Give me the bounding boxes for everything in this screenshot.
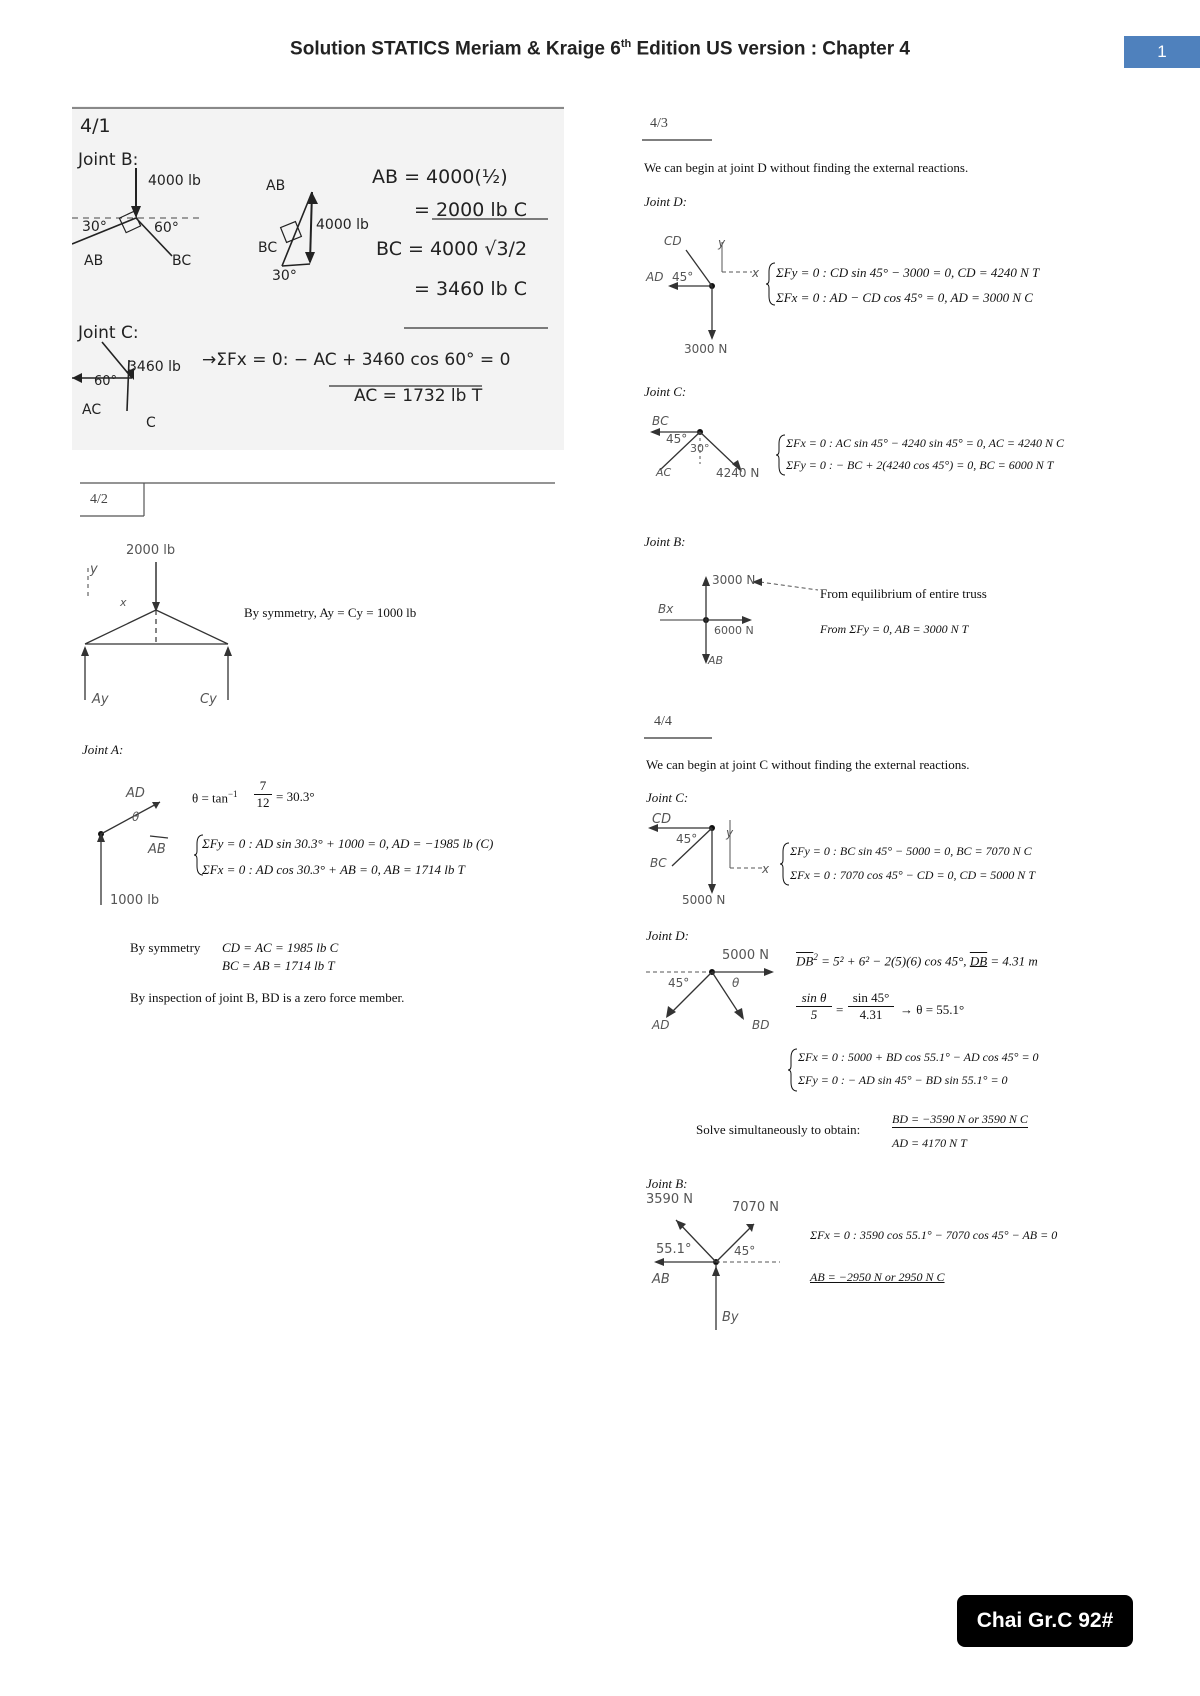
joint-c-heading-4-4: Joint C: — [646, 790, 689, 805]
joint-b-eq-fx-4-4: ΣFx = 0 : 3590 cos 55.1° − 7070 cos 45° − AB = 0 — [810, 1228, 1058, 1242]
joint-c-45-label-4-4: 45° — [676, 832, 698, 846]
joint-b-3590-label-4-4: 3590 N — [646, 1192, 693, 1207]
joint-c-4240-label-4-3: 4240 N — [716, 466, 760, 480]
theta-result: = 30.3° — [276, 789, 315, 804]
axis-y-label: y — [90, 562, 98, 577]
member-ab-label: AB — [84, 253, 104, 269]
brace-d-4-3 — [766, 262, 776, 306]
solve-simultaneously: Solve simultaneously to obtain: — [696, 1122, 861, 1137]
law-of-sines-fraction-2: sin 45° 4.31 — [848, 990, 894, 1023]
solve-result-ad: AD = 4170 N T — [892, 1136, 967, 1150]
joint-b-diagram-4-4 — [646, 1200, 796, 1340]
joint-d-3000-label: 3000 N — [684, 342, 728, 356]
symmetry-bc-ab: BC = AB = 1714 lb T — [222, 958, 335, 973]
joint-c-ac-label-4-3: AC — [656, 466, 672, 479]
joint-d-eq-fx-4-4: ΣFx = 0 : 5000 + BD cos 55.1° − AD cos 45° = 0 — [798, 1050, 1039, 1064]
symmetry-cd-ac: CD = AC = 1985 lb C — [222, 940, 339, 955]
load-2000-label: 2000 lb — [126, 543, 176, 558]
joint-c-eq-fx-4-4: ΣFx = 0 : 7070 cos 45° − CD = 0, CD = 5000 N T — [790, 868, 1035, 882]
joint-b-heading-4-3: Joint B: — [644, 534, 686, 549]
joint-d-bd-label-4-4: BD — [752, 1018, 770, 1032]
joint-d-theta-label-4-4: θ — [732, 976, 740, 990]
equation-ac-result: AC = 1732 lb T — [354, 386, 483, 406]
joint-d-y-label: y — [718, 236, 726, 250]
joint-a-theta-label: θ — [132, 810, 140, 824]
joint-c-30-label-4-3: 30° — [690, 442, 710, 455]
joint-d-x-label: x — [752, 266, 760, 280]
theta-equation: $\theta = \tan^{-1}$ — [192, 789, 238, 806]
law-of-sines-equals: = — [836, 1002, 844, 1017]
joint-b-heading-4-4: Joint B: — [646, 1176, 688, 1191]
angle-30-label: 30° — [82, 219, 107, 235]
truss-4-2-diagram — [80, 540, 250, 710]
underline-4-3 — [642, 138, 714, 142]
joint-b-ab-label-4-4: AB — [652, 1272, 670, 1287]
joint-a-eq-fy: ΣFy = 0 : AD sin 30.3° + 1000 = 0, AD = −1985 lb (C) — [202, 836, 494, 851]
problem-number-4-3: 4/3 — [650, 116, 668, 131]
joint-c-y-label-4-4: y — [726, 826, 734, 840]
joint-d-eq-fy-4-4: ΣFy = 0 : − AD sin 45° − BD sin 55.1° = 0 — [798, 1073, 1008, 1087]
joint-d-45-label-4-4: 45° — [668, 976, 690, 990]
joint-b-heading: Joint B: — [78, 150, 139, 170]
triangle-30-label: 30° — [272, 268, 297, 284]
joint-d-heading-4-3: Joint D: — [644, 194, 687, 209]
joint-b-3000-label-4-3: 3000 N — [712, 573, 756, 587]
brace-c-4-4 — [780, 842, 790, 886]
symmetry-statement-reactions: By symmetry, Ay = Cy = 1000 lb — [244, 605, 417, 620]
force-3460-label: 3460 lb — [128, 359, 181, 375]
footer-author-badge: Chai Gr.C 92# — [957, 1595, 1133, 1647]
joint-c-eq-fx-4-3: ΣFx = 0 : AC sin 45° − 4240 sin 45° = 0, AC = 4240 N C — [786, 436, 1065, 450]
joint-b-551-label-4-4: 55.1° — [656, 1242, 692, 1257]
joint-b-note-ab: From ΣFy = 0, AB = 3000 N T — [820, 622, 969, 636]
problem-4-2-frame — [80, 480, 560, 520]
joint-c-bc-label-4-4: BC — [650, 856, 667, 870]
inspection-statement: By inspection of joint B, BD is a zero force member. — [130, 990, 405, 1005]
problem-number-4-1: 4/1 — [80, 115, 111, 137]
reaction-cy-label: Cy — [200, 692, 217, 707]
joint-b-7070-label-4-4: 7070 N — [732, 1200, 779, 1215]
equation-sum-fx: →ΣFx = 0: − AC + 3460 cos 60° = 0 — [202, 350, 511, 370]
force-4000-label: 4000 lb — [148, 173, 201, 189]
joint-c-eq-fy-4-3: ΣFy = 0 : − BC + 2(4240 cos 45°) = 0, BC = 6000 N T — [786, 458, 1054, 472]
joint-d-eq-fy-4-3: ΣFy = 0 : CD sin 45° − 3000 = 0, CD = 4240 N T — [776, 265, 1040, 280]
joint-a-eq-fx: ΣFx = 0 : AD cos 30.3° + AB = 0, AB = 1714 lb T — [202, 862, 465, 877]
equation-ab: AB = 4000(½) — [372, 166, 508, 188]
underline-4-4 — [644, 736, 716, 740]
joint-c-5000-label-4-4: 5000 N — [682, 893, 726, 907]
angle-60-label: 60° — [154, 220, 179, 236]
problem-4-4-intro: We can begin at joint C without finding the external reactions. — [646, 757, 970, 772]
joint-d-ad-label: AD — [646, 270, 664, 284]
equation-ab-result: = 2000 lb C — [414, 199, 527, 221]
law-of-sines-result: → θ = 55.1° — [900, 1002, 965, 1017]
triangle-4000-label: 4000 lb — [316, 217, 369, 233]
page-number-badge: 1 — [1124, 36, 1200, 68]
joint-b-ab-label-4-3: AB — [708, 654, 724, 667]
equation-bc: BC = 4000 √3/2 — [376, 238, 528, 260]
joint-c-heading-4-3: Joint C: — [644, 384, 687, 399]
joint-c-eq-fy-4-4: ΣFy = 0 : BC sin 45° − 5000 = 0, BC = 7070 N C — [790, 844, 1032, 858]
joint-a-heading: Joint A: — [82, 742, 124, 757]
equation-bc-result: = 3460 lb C — [414, 278, 527, 300]
joint-d-cd-label: CD — [664, 234, 682, 248]
triangle-bc-label: BC — [258, 240, 278, 256]
joint-b-bx-label-4-3: Bx — [658, 602, 674, 616]
joint-c-support-label: C — [146, 415, 156, 431]
joint-d-ad-label-4-4: AD — [652, 1018, 670, 1032]
member-bc-label: BC — [172, 253, 192, 269]
joint-b-result-ab-4-4: AB = −2950 N or 2950 N C — [810, 1270, 945, 1284]
joint-c-heading: Joint C: — [78, 323, 139, 343]
joint-d-diagram-4-3 — [640, 230, 760, 350]
joint-c-bc-label-4-3: BC — [652, 414, 669, 428]
joint-b-45-label-4-4: 45° — [734, 1244, 756, 1258]
triangle-ab-label: AB — [266, 178, 286, 194]
problem-number-4-2: 4/2 — [90, 492, 108, 507]
joint-d-heading-4-4: Joint D: — [646, 928, 689, 943]
member-ac-label: AC — [82, 402, 102, 418]
problem-number-4-4: 4/4 — [654, 714, 672, 729]
axis-x-label: x — [120, 596, 127, 609]
joint-a-ad-label: AD — [126, 786, 145, 801]
joint-c-45-label-4-3: 45° — [666, 432, 688, 446]
symmetry-lead: By symmetry — [130, 940, 201, 955]
problem-4-3-intro: We can begin at joint D without finding the external reactions. — [644, 160, 969, 175]
joint-d-5000-label-4-4: 5000 N — [722, 948, 769, 963]
page-header-title: Solution STATICS Meriam & Kraige 6th Edition US version : Chapter 4 — [290, 38, 910, 60]
solve-result-bd: BD = −3590 N or 3590 N C — [892, 1112, 1028, 1126]
joint-a-ab-label: AB — [148, 842, 166, 857]
joint-b-note-equilibrium: From equilibrium of entire truss — [820, 586, 987, 601]
joint-d-45-label: 45° — [672, 270, 694, 284]
theta-fraction: 7 12 — [254, 778, 272, 811]
joint-c-x-label-4-4: x — [762, 862, 770, 876]
law-of-cosines-db: $\overline{DB}^2 = 5^2 + 6^2 - 2(5)(6)$ cos 45°, DB = 4.31 m — [796, 952, 1038, 969]
reaction-ay-label: Ay — [92, 692, 109, 707]
law-of-sines-fraction-1: sin θ 5 — [796, 990, 832, 1023]
joint-b-by-label-4-4: By — [722, 1310, 739, 1325]
brace-c-4-3 — [776, 434, 786, 476]
brace-d-4-4 — [788, 1048, 798, 1092]
joint-d-eq-fx-4-3: ΣFx = 0 : AD − CD cos 45° = 0, AD = 3000 N C — [776, 290, 1033, 305]
joint-a-1000-label: 1000 lb — [110, 893, 160, 908]
joint-c-cd-label-4-4: CD — [652, 812, 672, 827]
angle-c60-label: 60° — [94, 374, 118, 389]
joint-b-6000-label-4-3: 6000 N — [714, 624, 754, 637]
